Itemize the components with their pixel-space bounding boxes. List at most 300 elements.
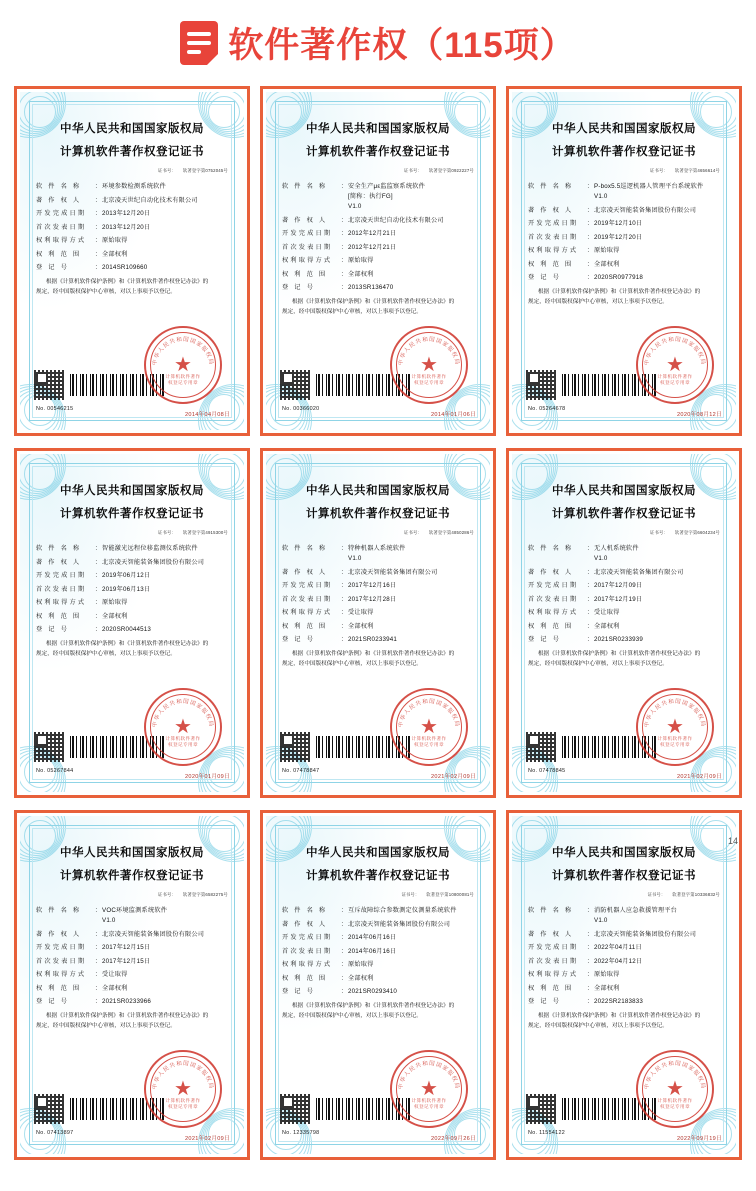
value-scope: 全部权利 xyxy=(348,270,374,278)
label-copyright-owner: 著 作 权 人 xyxy=(36,930,82,938)
certificate-number: 证书号： 软著登字第10800081号 xyxy=(401,892,474,897)
label-scope: 权 利 范 围 xyxy=(36,984,82,992)
serial-number: No. 07478845 xyxy=(528,768,566,774)
field-dev-date: 开发完成日期 ： 2013年12月20日 xyxy=(36,209,228,219)
field-copyright-owner: 著 作 权 人 ： 北京凌天世纪自动化技术有限公司 xyxy=(282,216,474,226)
seal-date: 2022年09月26日 xyxy=(431,1136,476,1142)
field-software-name: 软 件 名 称 ： 无人机系统软件 V1.0 xyxy=(528,544,720,564)
label-registration-number: 登 记 号 xyxy=(36,998,70,1005)
value-publish-date: 2019年12月20日 xyxy=(594,233,643,241)
svg-text:中华人民共和国国家版权局: 中华人民共和国国家版权局 xyxy=(398,336,460,366)
field-acquisition: 权利取得方式 ： 原始取得 xyxy=(36,598,228,608)
certificate-footer xyxy=(512,1058,736,1154)
label-registration-number: 登 记 号 xyxy=(282,284,316,291)
field-dev-date: 开发完成日期 ： 2019年12月10日 xyxy=(528,219,720,229)
value-registration-number: 2014SR109660 xyxy=(102,264,148,271)
legal-statement xyxy=(528,288,720,307)
seal-line-1: 计算机软件著作 xyxy=(165,1098,201,1103)
serial-number: No. 05267844 xyxy=(36,768,74,774)
value-publish-date: 2022年04月12日 xyxy=(594,957,643,965)
value-copyright-owner: 北京凌天智能装备集团有限公司 xyxy=(348,568,438,576)
label-acquisition: 权利取得方式 xyxy=(282,961,333,968)
legal-line-2: 规定，经中国版权保护中心审核，对以上事项予以登记。 xyxy=(528,298,668,305)
certificate-number: 证书号： 软著登字第0922227号 xyxy=(404,168,474,173)
certificate-footer xyxy=(512,334,736,430)
label-copyright-owner: 著 作 权 人 xyxy=(528,206,574,214)
field-acquisition: 权利取得方式 ： 原始取得 xyxy=(528,246,720,256)
value-registration-number: 2021SR0233939 xyxy=(594,636,644,643)
label-registration-number: 登 记 号 xyxy=(528,636,562,643)
official-seal-icon: 中华人民共和国国家版权局 ★ 计算机软件著作 权登记专用章 xyxy=(144,688,222,766)
value-registration-number: 2021SR0293410 xyxy=(348,988,398,995)
certificate-title: 计算机软件著作权登记证书 xyxy=(552,870,696,882)
seal-line-2: 权登记专用章 xyxy=(660,380,690,385)
value-software-name: 安全生产με监监察系统软件 [简称：执行FG] V1.0 xyxy=(348,183,425,210)
certificate-card[interactable] xyxy=(260,86,496,436)
issuing-authority: 中华人民共和国国家版权局 xyxy=(552,123,696,135)
official-seal-icon: 中华人民共和国国家版权局 ★ 计算机软件著作 权登记专用章 xyxy=(636,688,714,766)
value-scope: 全部权利 xyxy=(594,622,620,630)
certificate-title: 计算机软件著作权登记证书 xyxy=(60,508,204,520)
field-scope: 权 利 范 围 ： 全部权利 xyxy=(36,984,228,994)
value-acquisition: 受让取得 xyxy=(594,609,620,616)
label-acquisition: 权利取得方式 xyxy=(282,257,333,264)
value-dev-date: 2022年04月11日 xyxy=(594,944,642,951)
certificate-fields xyxy=(36,906,228,1007)
label-software-name: 软 件 名 称 xyxy=(528,907,574,914)
value-acquisition: 原始取得 xyxy=(348,257,374,264)
certificate-card[interactable] xyxy=(14,86,250,436)
certificate-fields xyxy=(36,544,228,635)
qr-code-icon xyxy=(34,732,64,762)
label-copyright-owner: 著 作 权 人 xyxy=(282,920,328,928)
label-scope: 权 利 范 围 xyxy=(282,622,328,630)
field-acquisition: 权利取得方式 ： 原始取得 xyxy=(282,256,474,266)
certificate-footer xyxy=(20,696,244,792)
field-registration-number: 登 记 号 ： 2020SR0977918 xyxy=(528,273,720,283)
field-acquisition: 权利取得方式 ： 受让取得 xyxy=(36,970,228,980)
field-copyright-owner: 著 作 权 人 ： 北京凌天世纪自动化技术有限公司 xyxy=(36,196,228,206)
label-scope: 权 利 范 围 xyxy=(528,622,574,630)
value-copyright-owner: 北京凌天智能装备集团股份有限公司 xyxy=(348,920,451,928)
field-registration-number: 登 记 号 ： 2020SR0044513 xyxy=(36,625,228,635)
legal-line-2: 规定，经中国版权保护中心审核，对以上事项予以登记。 xyxy=(528,1022,668,1029)
field-copyright-owner: 著 作 权 人 ： 北京凌天智能装备集团有限公司 xyxy=(528,568,720,578)
label-registration-number: 登 记 号 xyxy=(282,988,316,995)
certificate-fields xyxy=(36,182,228,273)
certificate-card[interactable] xyxy=(506,448,742,798)
seal-date: 2020年01月09日 xyxy=(185,774,230,780)
value-dev-date: 2014年06月16日 xyxy=(348,934,397,941)
page-title: 软件著作权（115项） xyxy=(228,26,576,65)
seal-line-1: 计算机软件著作 xyxy=(657,736,693,741)
label-publish-date: 首次发表日期 xyxy=(282,595,333,603)
label-dev-date: 开发完成日期 xyxy=(528,220,579,227)
qr-code-icon xyxy=(526,732,556,762)
value-acquisition: 受让取得 xyxy=(102,971,128,978)
label-copyright-owner: 著 作 权 人 xyxy=(528,568,574,576)
label-software-name: 软 件 名 称 xyxy=(282,545,328,552)
certificate-title: 计算机软件著作权登记证书 xyxy=(306,508,450,520)
value-acquisition: 受让取得 xyxy=(348,609,374,616)
label-dev-date: 开发完成日期 xyxy=(282,582,333,589)
certificate-title: 计算机软件著作权登记证书 xyxy=(306,870,450,882)
label-registration-number: 登 记 号 xyxy=(36,264,70,271)
value-publish-date: 2019年06月13日 xyxy=(102,585,151,593)
label-software-name: 软 件 名 称 xyxy=(36,183,82,190)
value-software-name: 环境参数检测系统软件 xyxy=(102,183,166,190)
field-copyright-owner: 著 作 权 人 ： 北京凌天智能装备集团股份有限公司 xyxy=(282,920,474,930)
certificate-footer xyxy=(512,696,736,792)
label-dev-date: 开发完成日期 xyxy=(528,944,579,951)
issuing-authority: 中华人民共和国国家版权局 xyxy=(60,847,204,859)
serial-number: No. 05264678 xyxy=(528,406,566,412)
seal-date: 2021年02月09日 xyxy=(677,774,722,780)
field-publish-date: 首次发表日期 ： 2013年12月20日 xyxy=(36,223,228,233)
value-dev-date: 2013年12月20日 xyxy=(102,210,151,217)
label-registration-number: 登 记 号 xyxy=(528,998,562,1005)
certificate-card[interactable] xyxy=(260,810,496,1160)
field-publish-date: 首次发表日期 ： 2012年12月21日 xyxy=(282,243,474,253)
seal-line-1: 计算机软件著作 xyxy=(411,736,447,741)
certificate-fields xyxy=(528,182,720,283)
serial-number: No. 07478847 xyxy=(282,768,320,774)
value-acquisition: 原始取得 xyxy=(594,971,620,978)
seal-line-2: 权登记专用章 xyxy=(168,1104,198,1109)
value-scope: 全部权利 xyxy=(102,984,128,992)
legal-line-2: 规定，经中国版权保护中心审核，对以上事项予以登记。 xyxy=(282,308,422,315)
certificate-fields xyxy=(528,544,720,645)
certificate-fields xyxy=(282,182,474,293)
certificate-number: 证书号： 软著登字第4915300号 xyxy=(158,530,228,535)
legal-statement xyxy=(36,640,228,659)
field-registration-number: 登 记 号 ： 2014SR109660 xyxy=(36,263,228,273)
svg-text:中华人民共和国国家版权局: 中华人民共和国国家版权局 xyxy=(644,336,706,366)
serial-number: No. 00546215 xyxy=(36,406,74,412)
value-copyright-owner: 北京凌天智能装备集团股份有限公司 xyxy=(594,930,697,938)
field-scope: 权 利 范 围 ： 全部权利 xyxy=(282,974,474,984)
seal-date: 2021年02月09日 xyxy=(431,774,476,780)
legal-line-2: 规定，经中国版权保护中心审核，对以上事项予以登记。 xyxy=(36,288,176,295)
certificate-footer xyxy=(20,334,244,430)
legal-line-2: 规定，经中国版权保护中心审核，对以上事项予以登记。 xyxy=(36,1022,176,1029)
label-software-name: 软 件 名 称 xyxy=(282,183,328,190)
issuing-authority: 中华人民共和国国家版权局 xyxy=(60,485,204,497)
label-registration-number: 登 记 号 xyxy=(282,636,316,643)
certificate-fields xyxy=(282,906,474,997)
field-dev-date: 开发完成日期 ： 2019年06月12日 xyxy=(36,571,228,581)
label-software-name: 软 件 名 称 xyxy=(282,907,328,914)
field-scope: 权 利 范 围 ： 全部权利 xyxy=(36,250,228,260)
label-acquisition: 权利取得方式 xyxy=(528,971,579,978)
svg-text:中华人民共和国国家版权局: 中华人民共和国国家版权局 xyxy=(152,336,214,366)
qr-code-icon xyxy=(34,1094,64,1124)
svg-text:中华人民共和国国家版权局: 中华人民共和国国家版权局 xyxy=(152,698,214,728)
value-registration-number: 2020SR0977918 xyxy=(594,274,644,281)
label-scope: 权 利 范 围 xyxy=(282,974,328,982)
issuing-authority: 中华人民共和国国家版权局 xyxy=(306,847,450,859)
field-software-name: 软 件 名 称 ： 环境参数检测系统软件 xyxy=(36,182,228,192)
qr-code-icon xyxy=(280,1094,310,1124)
value-registration-number: 2021SR0233941 xyxy=(348,636,398,643)
label-copyright-owner: 著 作 权 人 xyxy=(36,196,82,204)
legal-line-1: 根据《计算机软件保护条例》和《计算机软件著作权登记办法》的 xyxy=(46,279,209,285)
value-acquisition: 原始取得 xyxy=(102,599,128,606)
value-publish-date: 2017年12月15日 xyxy=(102,957,151,965)
official-seal-icon: 中华人民共和国国家版权局 ★ 计算机软件著作 权登记专用章 xyxy=(636,1050,714,1128)
value-copyright-owner: 北京凌天智能装备集团股份有限公司 xyxy=(102,930,205,938)
page-header xyxy=(0,0,756,86)
value-scope: 全部权利 xyxy=(348,622,374,630)
seal-line-2: 权登记专用章 xyxy=(414,1104,444,1109)
field-scope: 权 利 范 围 ： 全部权利 xyxy=(528,984,720,994)
value-acquisition: 原始取得 xyxy=(594,247,620,254)
official-seal-icon: 中华人民共和国国家版权局 ★ 计算机软件著作 权登记专用章 xyxy=(636,326,714,404)
field-software-name: 软 件 名 称 ： 消防机器人应急救援管理平台 V1.0 xyxy=(528,906,720,926)
label-software-name: 软 件 名 称 xyxy=(528,545,574,552)
legal-line-2: 规定，经中国版权保护中心审核，对以上事项予以登记。 xyxy=(36,650,176,657)
value-publish-date: 2013年12月20日 xyxy=(102,223,151,231)
legal-line-1: 根据《计算机软件保护条例》和《计算机软件著作权登记办法》的 xyxy=(46,641,209,647)
label-copyright-owner: 著 作 权 人 xyxy=(282,216,328,224)
field-software-name: 软 件 名 称 ： VOC环境监测系统软件 V1.0 xyxy=(36,906,228,926)
value-software-name: 互斥故障综合参数测定仪测量系统软件 xyxy=(348,907,457,914)
seal-line-1: 计算机软件著作 xyxy=(657,374,693,379)
certificate-footer xyxy=(266,1058,490,1154)
document-icon xyxy=(180,21,218,65)
official-seal-icon: 中华人民共和国国家版权局 ★ 计算机软件著作 权登记专用章 xyxy=(390,688,468,766)
qr-code-icon xyxy=(526,370,556,400)
qr-code-icon xyxy=(280,732,310,762)
label-acquisition: 权利取得方式 xyxy=(282,609,333,616)
value-scope: 全部权利 xyxy=(594,984,620,992)
label-acquisition: 权利取得方式 xyxy=(36,971,87,978)
label-registration-number: 登 记 号 xyxy=(528,274,562,281)
label-publish-date: 首次发表日期 xyxy=(36,957,87,965)
field-dev-date: 开发完成日期 ： 2017年12月16日 xyxy=(282,581,474,591)
official-seal-icon: 中华人民共和国国家版权局 ★ 计算机软件著作 权登记专用章 xyxy=(390,326,468,404)
certificate-card[interactable] xyxy=(14,448,250,798)
issuing-authority: 中华人民共和国国家版权局 xyxy=(552,485,696,497)
field-copyright-owner: 著 作 权 人 ： 北京凌天智能装备集团股份有限公司 xyxy=(36,930,228,940)
value-dev-date: 2012年12月21日 xyxy=(348,230,397,237)
field-registration-number: 登 记 号 ： 2013SR136470 xyxy=(282,283,474,293)
label-copyright-owner: 著 作 权 人 xyxy=(528,930,574,938)
field-publish-date: 首次发表日期 ： 2014年06月16日 xyxy=(282,947,474,957)
seal-line-2: 权登记专用章 xyxy=(660,1104,690,1109)
seal-date: 2021年02月09日 xyxy=(185,1136,230,1142)
certificate-grid xyxy=(0,86,756,1160)
value-copyright-owner: 北京凌天智能装备集团股份有限公司 xyxy=(594,206,697,214)
field-dev-date: 开发完成日期 ： 2022年04月11日 xyxy=(528,943,720,953)
field-copyright-owner: 著 作 权 人 ： 北京凌天智能装备集团股份有限公司 xyxy=(528,206,720,216)
label-acquisition: 权利取得方式 xyxy=(528,247,579,254)
seal-line-1: 计算机软件著作 xyxy=(657,1098,693,1103)
qr-code-icon xyxy=(280,370,310,400)
field-scope: 权 利 范 围 ： 全部权利 xyxy=(282,270,474,280)
issuing-authority: 中华人民共和国国家版权局 xyxy=(60,123,204,135)
label-scope: 权 利 范 围 xyxy=(36,250,82,258)
value-registration-number: 2013SR136470 xyxy=(348,284,394,291)
value-acquisition: 原始取得 xyxy=(102,237,128,244)
field-scope: 权 利 范 围 ： 全部权利 xyxy=(36,612,228,622)
label-scope: 权 利 范 围 xyxy=(282,270,328,278)
serial-number: No. 07413897 xyxy=(36,1130,74,1136)
page-marker: 14 xyxy=(727,836,738,846)
legal-statement xyxy=(528,1012,720,1031)
legal-statement xyxy=(528,650,720,669)
field-registration-number: 登 记 号 ： 2021SR0233966 xyxy=(36,997,228,1007)
serial-number: No. 12335798 xyxy=(282,1130,320,1136)
certificate-title: 计算机软件著作权登记证书 xyxy=(60,146,204,158)
field-software-name: 软 件 名 称 ： 特种机器人系统软件 V1.0 xyxy=(282,544,474,564)
label-dev-date: 开发完成日期 xyxy=(282,934,333,941)
certificate-footer xyxy=(266,334,490,430)
seal-line-2: 权登记专用章 xyxy=(414,742,444,747)
certificate-card[interactable] xyxy=(260,448,496,798)
value-copyright-owner: 北京凌天世纪自动化技术有限公司 xyxy=(348,216,444,224)
certificate-title: 计算机软件著作权登记证书 xyxy=(306,146,450,158)
certificate-card[interactable] xyxy=(14,810,250,1160)
seal-date: 2014年04月08日 xyxy=(185,412,230,418)
serial-number: No. 00366020 xyxy=(282,406,320,412)
certificate-title: 计算机软件著作权登记证书 xyxy=(60,870,204,882)
svg-text:中华人民共和国国家版权局: 中华人民共和国国家版权局 xyxy=(644,1060,706,1090)
label-dev-date: 开发完成日期 xyxy=(36,572,87,579)
seal-date: 2022年09月19日 xyxy=(677,1136,722,1142)
legal-line-2: 规定，经中国版权保护中心审核，对以上事项予以登记。 xyxy=(528,660,668,667)
legal-line-1: 根据《计算机软件保护条例》和《计算机软件著作权登记办法》的 xyxy=(538,1013,701,1019)
field-acquisition: 权利取得方式 ： 原始取得 xyxy=(36,236,228,246)
certificate-number: 证书号： 软著登字第4850286号 xyxy=(404,530,474,535)
legal-statement xyxy=(282,650,474,669)
certificate-number: 证书号： 软著登字第10336832号 xyxy=(647,892,720,897)
value-registration-number: 2020SR0044513 xyxy=(102,626,152,633)
certificate-title: 计算机软件著作权登记证书 xyxy=(552,146,696,158)
certificate-card[interactable] xyxy=(506,86,742,436)
label-publish-date: 首次发表日期 xyxy=(282,243,333,251)
value-registration-number: 2022SR2183833 xyxy=(594,998,644,1005)
certificate-number: 证书号： 软著登字第6604234号 xyxy=(650,530,720,535)
seal-line-1: 计算机软件著作 xyxy=(165,374,201,379)
field-dev-date: 开发完成日期 ： 2017年12月09日 xyxy=(528,581,720,591)
field-publish-date: 首次发表日期 ： 2019年12月20日 xyxy=(528,233,720,243)
value-scope: 全部权利 xyxy=(348,974,374,982)
seal-line-2: 权登记专用章 xyxy=(414,380,444,385)
value-dev-date: 2017年12月16日 xyxy=(348,582,397,589)
seal-line-2: 权登记专用章 xyxy=(168,380,198,385)
official-seal-icon: 中华人民共和国国家版权局 ★ 计算机软件著作 权登记专用章 xyxy=(144,1050,222,1128)
field-software-name: 软 件 名 称 ： P-box5.5巡逻机器人管理平台系统软件 V1.0 xyxy=(528,182,720,202)
field-registration-number: 登 记 号 ： 2021SR0233941 xyxy=(282,635,474,645)
field-publish-date: 首次发表日期 ： 2022年04月12日 xyxy=(528,957,720,967)
legal-line-2: 规定，经中国版权保护中心审核，对以上事项予以登记。 xyxy=(282,1012,422,1019)
issuing-authority: 中华人民共和国国家版权局 xyxy=(306,123,450,135)
value-publish-date: 2012年12月21日 xyxy=(348,243,397,251)
legal-statement xyxy=(36,278,228,297)
label-publish-date: 首次发表日期 xyxy=(528,957,579,965)
issuing-authority: 中华人民共和国国家版权局 xyxy=(552,847,696,859)
field-publish-date: 首次发表日期 ： 2017年12月19日 xyxy=(528,595,720,605)
label-acquisition: 权利取得方式 xyxy=(36,237,87,244)
value-dev-date: 2019年12月10日 xyxy=(594,220,643,227)
svg-text:中华人民共和国国家版权局: 中华人民共和国国家版权局 xyxy=(398,1060,460,1090)
field-acquisition: 权利取得方式 ： 原始取得 xyxy=(528,970,720,980)
label-dev-date: 开发完成日期 xyxy=(528,582,579,589)
value-dev-date: 2019年06月12日 xyxy=(102,572,151,579)
label-publish-date: 首次发表日期 xyxy=(528,233,579,241)
value-publish-date: 2017年12月28日 xyxy=(348,595,397,603)
seal-date: 2020年08月12日 xyxy=(677,412,722,418)
seal-line-2: 权登记专用章 xyxy=(660,742,690,747)
label-registration-number: 登 记 号 xyxy=(36,626,70,633)
value-scope: 全部权利 xyxy=(102,250,128,258)
field-dev-date: 开发完成日期 ： 2017年12月15日 xyxy=(36,943,228,953)
legal-line-1: 根据《计算机软件保护条例》和《计算机软件著作权登记办法》的 xyxy=(538,651,701,657)
label-copyright-owner: 著 作 权 人 xyxy=(282,568,328,576)
certificate-footer xyxy=(266,696,490,792)
svg-text:中华人民共和国国家版权局: 中华人民共和国国家版权局 xyxy=(644,698,706,728)
label-software-name: 软 件 名 称 xyxy=(36,545,82,552)
value-publish-date: 2017年12月19日 xyxy=(594,595,643,603)
field-publish-date: 首次发表日期 ： 2019年06月13日 xyxy=(36,585,228,595)
seal-date: 2014年01月06日 xyxy=(431,412,476,418)
qr-code-icon xyxy=(34,370,64,400)
value-software-name: 消防机器人应急救援管理平台 V1.0 xyxy=(594,907,678,924)
certificate-number: 证书号： 软著登字第0752045号 xyxy=(158,168,228,173)
label-dev-date: 开发完成日期 xyxy=(36,210,87,217)
field-copyright-owner: 著 作 权 人 ： 北京凌天智能装备集团股份有限公司 xyxy=(528,930,720,940)
field-registration-number: 登 记 号 ： 2021SR0293410 xyxy=(282,987,474,997)
label-copyright-owner: 著 作 权 人 xyxy=(36,558,82,566)
legal-statement xyxy=(282,298,474,317)
value-software-name: 智能激光远程位移监测仪系统软件 xyxy=(102,545,198,552)
label-publish-date: 首次发表日期 xyxy=(282,947,333,955)
certificate-footer xyxy=(20,1058,244,1154)
certificate-number: 证书号： 软著登字第6582275号 xyxy=(158,892,228,897)
field-scope: 权 利 范 围 ： 全部权利 xyxy=(528,622,720,632)
field-acquisition: 权利取得方式 ： 受让取得 xyxy=(282,608,474,618)
field-registration-number: 登 记 号 ： 2021SR0233939 xyxy=(528,635,720,645)
value-scope: 全部权利 xyxy=(102,612,128,620)
label-publish-date: 首次发表日期 xyxy=(528,595,579,603)
certificate-card[interactable] xyxy=(506,810,742,1160)
label-scope: 权 利 范 围 xyxy=(528,260,574,268)
value-publish-date: 2014年06月16日 xyxy=(348,947,397,955)
label-software-name: 软 件 名 称 xyxy=(528,183,574,190)
seal-line-1: 计算机软件著作 xyxy=(165,736,201,741)
field-scope: 权 利 范 围 ： 全部权利 xyxy=(282,622,474,632)
field-publish-date: 首次发表日期 ： 2017年12月28日 xyxy=(282,595,474,605)
legal-line-2: 规定，经中国版权保护中心审核，对以上事项予以登记。 xyxy=(282,660,422,667)
certificate-fields xyxy=(528,906,720,1007)
field-acquisition: 权利取得方式 ： 受让取得 xyxy=(528,608,720,618)
legal-statement xyxy=(282,1002,474,1021)
official-seal-icon: 中华人民共和国国家版权局 ★ 计算机软件著作 权登记专用章 xyxy=(144,326,222,404)
certificate-title: 计算机软件著作权登记证书 xyxy=(552,508,696,520)
label-dev-date: 开发完成日期 xyxy=(36,944,87,951)
certificate-fields xyxy=(282,544,474,645)
serial-number: No. 11554122 xyxy=(528,1130,566,1136)
value-copyright-owner: 北京凌天智能装备集团有限公司 xyxy=(594,568,684,576)
value-acquisition: 原始取得 xyxy=(348,961,374,968)
label-software-name: 软 件 名 称 xyxy=(36,907,82,914)
value-dev-date: 2017年12月15日 xyxy=(102,944,151,951)
seal-line-2: 权登记专用章 xyxy=(168,742,198,747)
seal-line-1: 计算机软件著作 xyxy=(411,374,447,379)
legal-line-1: 根据《计算机软件保护条例》和《计算机软件著作权登记办法》的 xyxy=(46,1013,209,1019)
field-dev-date: 开发完成日期 ： 2014年06月16日 xyxy=(282,933,474,943)
